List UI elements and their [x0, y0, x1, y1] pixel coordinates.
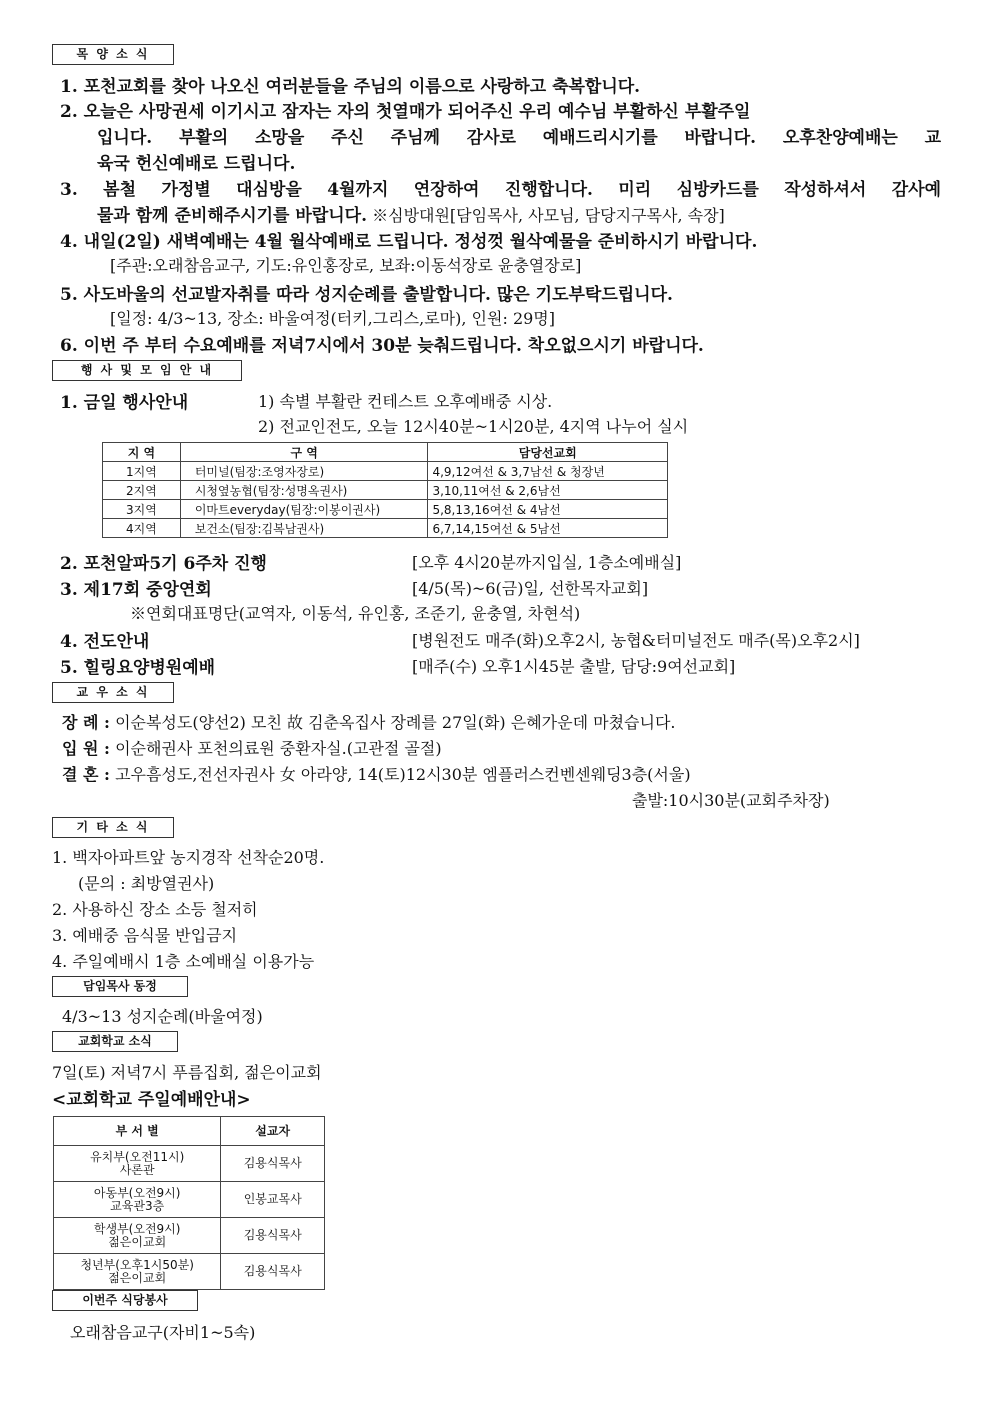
- pastor-schedule: 4/3~13 성지순례(바울여정): [62, 1007, 263, 1026]
- table-cell: [54, 1254, 221, 1290]
- table-header-cell: 부 서 별: [54, 1117, 221, 1146]
- wedding-departure-note: 출발:10시30분(교회주차장): [632, 791, 830, 810]
- table-cell: 김용식목사: [221, 1218, 325, 1254]
- table-cell: [54, 1146, 221, 1182]
- table-cell: 김용식목사: [221, 1254, 325, 1290]
- school-worship-heading: <교회학교 주일예배안내>: [52, 1090, 251, 1110]
- table-header-row: [54, 1117, 325, 1146]
- news-item-3-text: 물과 함께 준비해주시기를 바랍니다.: [97, 206, 368, 226]
- section-header-other: 기 타 소 식: [52, 817, 174, 838]
- table-row: [54, 1218, 325, 1254]
- table-cell: 2지역: [103, 481, 181, 500]
- section-header-school: 교회학교 소식: [52, 1031, 178, 1052]
- news-item-5: 5. 사도바울의 선교발자취를 따라 성지순례를 출발합니다. 많은 기도부탁드립니다.: [60, 285, 673, 305]
- table-cell: 터미널(팀장:조영자장로): [180, 462, 428, 481]
- news-item-6: 6. 이번 주 부터 수요예배를 저녁7시에서 30분 늦춰드립니다. 착오없으시기 바랍니다.: [60, 336, 704, 356]
- news-item-2-line-3: 육국 헌신예배로 드립니다.: [97, 154, 296, 174]
- news-item-3-line-1: 3. 봄철 가정별 대심방을 4월까지 연장하여 진행합니다. 미리 심방카드를 작성하셔서 감사예: [60, 180, 941, 200]
- table-cell: 이마트everyday(팀장:이봉이권사): [180, 500, 428, 519]
- event-1-label: 1. 금일 행사안내: [60, 393, 189, 413]
- table-row: [54, 1254, 325, 1290]
- table-cell: 인봉교목사: [221, 1182, 325, 1218]
- school-news: 7일(토) 저녁7시 푸름집회, 젊은이교회: [52, 1063, 322, 1082]
- table-header-row: [103, 443, 668, 462]
- news-item-3-line-2: [97, 201, 725, 226]
- table-row: [103, 500, 668, 519]
- member-news-hospital: [62, 736, 442, 759]
- dept-name: 학생부(오전9시): [93, 1221, 181, 1236]
- member-news-funeral: [62, 710, 675, 733]
- evangelism-region-table: [102, 442, 668, 538]
- table-cell: 6,7,14,15여선 & 5남선: [428, 519, 668, 538]
- table-header-cell: 지 역: [103, 443, 181, 462]
- table-header-cell: 설교자: [221, 1117, 325, 1146]
- table-cell: 4지역: [103, 519, 181, 538]
- hospital-label: 입 원 :: [62, 739, 110, 758]
- event-2-detail: [오후 4시20분까지입실, 1층소예배실]: [412, 553, 682, 572]
- school-worship-table: [53, 1116, 325, 1290]
- table-cell: 1지역: [103, 462, 181, 481]
- table-row: [54, 1146, 325, 1182]
- table-cell: [54, 1218, 221, 1254]
- event-5-label: 5. 힐링요양병원예배: [60, 658, 216, 678]
- news-item-5-detail: [일정: 4/3~13, 장소: 바울여정(터키,그리스,로마), 인원: 29명]: [110, 309, 555, 328]
- dept-name: 유치부(오전11시): [90, 1149, 185, 1164]
- dept-place: 교육관3층: [110, 1198, 165, 1213]
- event-5-detail: [매주(수) 오후1시45분 출발, 담당:9여선교회]: [412, 657, 736, 676]
- other-item-4: 4. 주일예배시 1층 소예배실 이용가능: [52, 952, 315, 971]
- dept-place: 젊은이교회: [108, 1270, 167, 1285]
- news-item-4-detail: [주관:오래참음교구, 기도:유인홍장로, 보좌:이동석장로 윤충열장로]: [110, 256, 582, 275]
- funeral-label: 장 례 :: [62, 713, 110, 732]
- wedding-text: 고우흠성도,전선자권사 女 아라양, 14(토)12시30분 엠플러스컨벤센웨딩3층(서울): [115, 765, 691, 784]
- table-header-cell: 구 역: [180, 443, 428, 462]
- news-item-2-line-2: 입니다. 부활의 소망을 주신 주님께 감사로 예배드리시기를 바랍니다. 오후찬양예배는 교: [97, 128, 941, 148]
- other-item-2: 2. 사용하신 장소 소등 철저히: [52, 900, 258, 919]
- event-1-sub-1: 1) 속별 부활란 컨테스트 오후예배중 시상.: [258, 392, 553, 411]
- dept-name: 아동부(오전9시): [93, 1185, 181, 1200]
- section-header-news: 목 양 소 식: [52, 44, 174, 65]
- table-row: [103, 462, 668, 481]
- table-cell: 시청옆농협(팀장:성명옥권사): [180, 481, 428, 500]
- news-item-4: 4. 내일(2일) 새벽예배는 4월 월삭예배로 드립니다. 정성껏 월삭예물을 준비하시기 바랍니다.: [60, 232, 758, 252]
- member-news-wedding: [62, 762, 691, 785]
- section-header-pastor: 담임목사 동정: [52, 976, 188, 997]
- table-cell: [54, 1182, 221, 1218]
- event-1-sub-2: 2) 전교인전도, 오늘 12시40분~1시20분, 4지역 나누어 실시: [258, 417, 689, 436]
- news-item-3-note: ※심방대원[담임목사, 사모님, 담당지구목사, 속장]: [372, 206, 725, 225]
- section-header-events: 행 사 및 모 임 안 내: [52, 360, 242, 381]
- table-cell: 4,9,12여선 & 3,7남선 & 청장년: [428, 462, 668, 481]
- table-cell: 3,10,11여선 & 2,6남선: [428, 481, 668, 500]
- section-header-kitchen: 이번주 식당봉사: [52, 1290, 198, 1311]
- news-item-2-line-1: 2. 오늘은 사망권세 이기시고 잠자는 자의 첫열매가 되어주신 우리 예수님 부활하신 부활주일: [60, 102, 751, 122]
- table-cell: 5,8,13,16여선 & 4남선: [428, 500, 668, 519]
- event-3-label: 3. 제17회 중앙연회: [60, 580, 212, 600]
- table-cell: 3지역: [103, 500, 181, 519]
- dept-place: 사론관: [119, 1162, 155, 1177]
- news-item-1: 1. 포천교회를 찾아 나오신 여러분들을 주님의 이름으로 사랑하고 축복합니다.: [60, 77, 641, 97]
- event-4-label: 4. 전도안내: [60, 632, 150, 652]
- event-3-detail: [4/5(목)~6(금)일, 선한목자교회]: [412, 579, 649, 598]
- table-header-cell: 담당선교회: [428, 443, 668, 462]
- table-cell: 김용식목사: [221, 1146, 325, 1182]
- funeral-text: 이순복성도(양선2) 모친 故 김춘옥집사 장례를 27일(화) 은혜가운데 마쳤습니다.: [115, 713, 676, 732]
- table-row: [54, 1182, 325, 1218]
- other-item-1-contact: (문의 : 최방열권사): [78, 874, 215, 893]
- event-2-label: 2. 포천알파5기 6주차 진행: [60, 554, 267, 574]
- event-4-detail: [병원전도 매주(화)오후2시, 농협&터미널전도 매주(목)오후2시]: [412, 631, 860, 650]
- other-item-3: 3. 예배중 음식물 반입금지: [52, 926, 238, 945]
- table-cell: 보건소(팀장:김복남권사): [180, 519, 428, 538]
- other-item-1: 1. 백자아파트앞 농지경작 선착순20명.: [52, 848, 325, 867]
- dept-place: 젊은이교회: [108, 1234, 167, 1249]
- section-header-members: 교 우 소 식: [52, 682, 174, 703]
- table-row: [103, 481, 668, 500]
- hospital-text: 이순해권사 포천의료원 중환자실.(고관절 골절): [115, 739, 442, 758]
- event-3-note: ※연회대표명단(교역자, 이동석, 유인홍, 조준기, 윤충열, 차현석): [130, 604, 581, 623]
- table-row: [103, 519, 668, 538]
- dept-name: 청년부(오후1시50분): [80, 1257, 194, 1272]
- kitchen-service: 오래참음교구(자비1~5속): [70, 1323, 256, 1342]
- wedding-label: 결 혼 :: [62, 765, 110, 784]
